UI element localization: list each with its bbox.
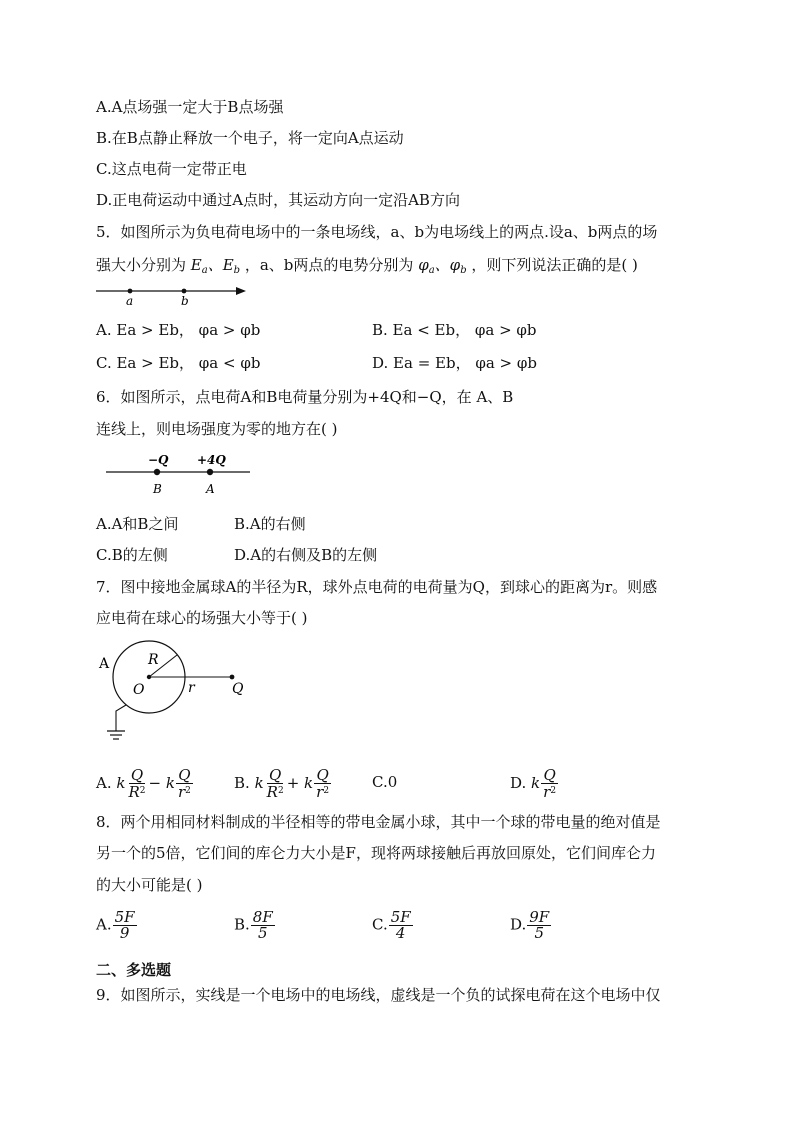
q5-stem-line2-pre: 强大小分别为 [96,256,187,274]
q5-stem-line2-mid: ，a、b两点的电势分别为 [244,256,414,274]
q8-option-a-denominator: 9 [119,924,130,942]
q5-potential-symbols: $\varphi_a$、$\varphi_b$ [418,256,467,276]
q7-option-d-formula: k $\frac{Q}{r^2}$ [531,766,557,801]
section-heading-multiple-choice: 二、多选题 [96,961,172,979]
q8-option-d-numerator: 9F [529,908,550,926]
q8-option-b-numerator: 8F [252,908,273,926]
q6-point-b-label: B [153,482,162,496]
q9-stem-line1: 9．如图所示，实线是一个电场中的电场线，虚线是一个负的试探电荷在这个电场中仅 [96,986,661,1004]
q5-point-b-label: b [181,294,189,308]
q8-option-a-numerator: 5F [114,908,135,926]
q7-option-d-label: D. [510,774,527,792]
q8-option-d-label: D. [510,915,527,934]
q5-option-c: C. Ea > Eb， φa < φb [96,354,261,372]
q7-sphere-figure [96,635,266,750]
q8-option-b [234,910,276,941]
q8-option-c-denominator: 4 [395,924,406,942]
q6-stem-line2: 连线上，则电场强度为零的地方在( ) [96,420,338,438]
q5-field-line-figure [94,282,254,308]
q6-stem-line1: 6．如图所示，点电荷A和B电荷量分别为+4Q和−Q，在 A、B [96,388,514,406]
q8-option-c-numerator: 5F [390,908,411,926]
q8-option-c-label: C. [372,915,388,934]
q5-stem-line2-post: ，则下列说法正确的是( ) [471,256,638,274]
q5-option-b: B. Ea < Eb， φa > φb [372,321,537,339]
q6-option-b: B.A的右侧 [234,515,306,533]
q8-option-d-denominator: 5 [534,924,545,942]
q5-stem-line2 [96,255,638,281]
q5-option-a: A. Ea > Eb， φa > φb [96,321,261,339]
q6-charge-negq-label: −Q [148,453,169,467]
q8-option-b-label: B. [234,915,250,934]
q7-radius-r-label: R [148,652,159,668]
q8-option-c [372,910,414,941]
q7-option-a-label: A. [96,774,112,792]
q6-charges-figure [100,450,260,500]
q6-charge-pos4q-label: +4Q [197,453,226,467]
q6-point-a-label: A [206,482,215,496]
q7-option-b-label: B. [234,774,250,792]
q7-option-a-formula: k $\frac{Q}{R^2}$ − k $\frac{Q}{r^2}$ [116,766,191,801]
q8-option-a-label: A. [96,915,112,934]
q8-option-b-denominator: 5 [258,924,268,942]
q8-option-d [510,910,552,941]
q7-option-b [234,768,332,800]
q4-option-d: D.正电荷运动中通过A点时，其运动方向一定沿AB方向 [96,191,460,209]
q8-stem-line1: 8．两个用相同材料制成的半径相等的带电金属小球，其中一个球的带电量的绝对值是 [96,813,661,831]
q6-option-d: D.A的右侧及B的左侧 [234,546,378,564]
q8-stem-line3: 的大小可能是( ) [96,876,203,894]
q4-option-c: C.这点电荷一定带正电 [96,160,247,178]
q5-stem-line1: 5．如图所示为负电荷电场中的一条电场线，a、b为电场线上的两点.设a、b两点的场 [96,223,658,241]
q7-charge-q-label: Q [232,681,244,697]
q7-option-c: C.0 [372,773,398,791]
q5-option-d: D. Ea = Eb， φa > φb [372,354,538,372]
q7-stem-line2: 应电荷在球心的场强大小等于( ) [96,609,308,627]
q8-stem-line2: 另一个的5倍，它们间的库仑力大小是F，现将两球接触后再放回原处，它们间库仑力 [96,844,656,862]
q8-option-a [96,910,138,941]
q6-option-a: A.A和B之间 [96,515,179,533]
q7-stem-line1: 7．图中接地金属球A的半径为R，球外点电荷的电荷量为Q，到球心的距离为r。则感 [96,578,658,596]
q6-option-c: C.B的左侧 [96,546,168,564]
q7-center-o-label: O [133,682,145,698]
q7-distance-r-label: r [188,680,195,696]
q4-option-b: B.在B点静止释放一个电子，将一定向A点运动 [96,129,404,147]
q5-field-symbols: $E_a$、$E_b$ [190,256,241,276]
q4-option-a: A.A点场强一定大于B点场强 [96,98,284,116]
q7-sphere-a-label: A [99,656,110,672]
q7-option-b-formula: k $\frac{Q}{R^2}$ + k $\frac{Q}{r^2}$ [254,766,330,801]
q5-point-a-label: a [126,294,134,308]
q7-option-a [96,768,194,800]
q7-option-d [510,768,559,800]
